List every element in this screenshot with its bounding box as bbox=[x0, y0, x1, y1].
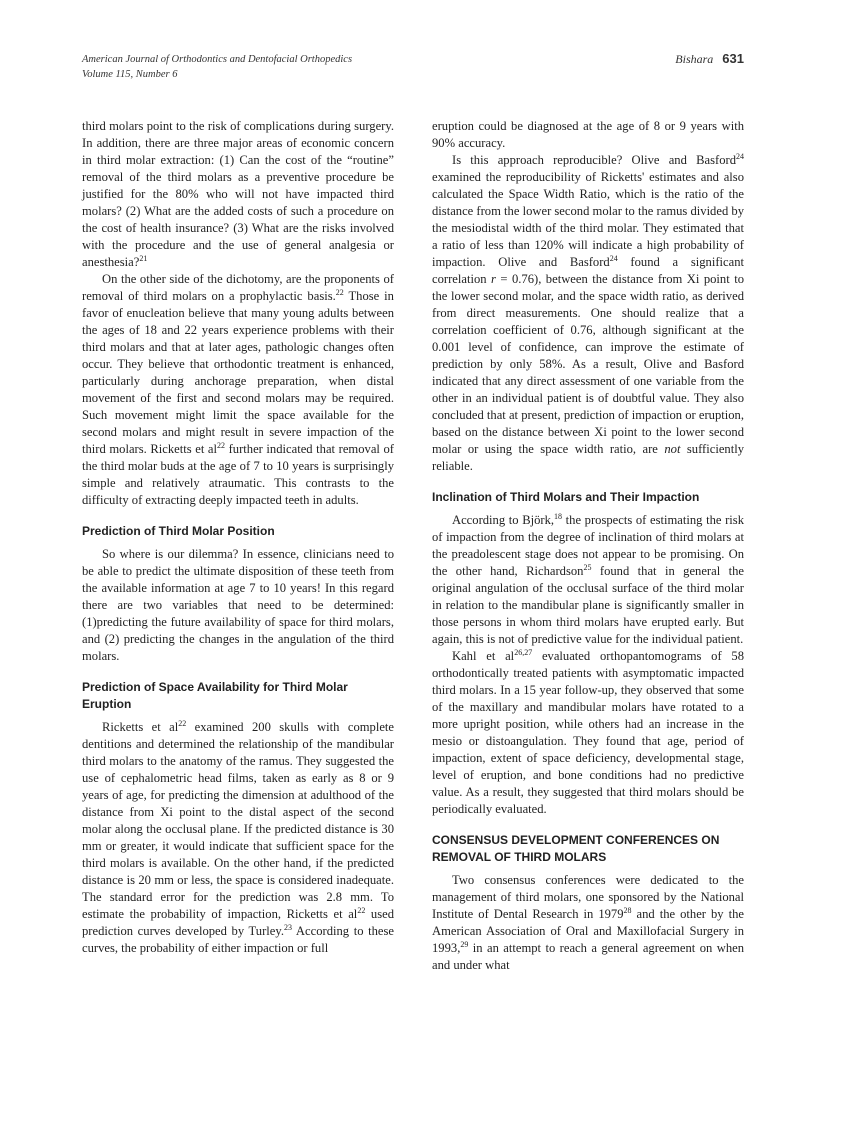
section-heading: CONSENSUS DEVELOPMENT CONFERENCES ON REMOVAL OF THIRD MOLARS bbox=[432, 833, 720, 864]
paragraph: Kahl et al$^{26,27}$ evaluated orthopantomograms of 58 orthodontically treated patients with asymptomatic impacted third molars. In a 15 year follow-up, they observed that some of the maxillary and mandibular molars have rotated to a more upright position, while others had an increase in the mesio or distoangulation. They found that age, period of impaction, extent of space deficiency, developmental stage, level of eruption, and bone conditions had no predictive value. As a result, they suggested that third molars should be periodically evaluated. bbox=[432, 647, 744, 816]
paragraph: Two consensus conferences were dedicated to the management of third molars, one sponsored by the National Institute of Dental Research in 1979$^{28}$ and the other by the American Association of Oral and Maxillofacial Surgery in 1993,29 in an attempt to reach a general agreement on when and under what bbox=[432, 873, 744, 972]
paragraph: Ricketts et $al^{22}$ examined 200 skulls with complete dentitions and determined the relationship of the mandibular third molars to the anatomy of the ramus. They suggested the use of cephalometric head films, taken as early as 8 or 9 years of age, for predicting the dimension at adulthood of the distance from Xi point to the distal aspect of the second molar along the occlusal plane. If the predicted distance is 30 mm or greater, it would indicate that sufficient space for the third molars is available. On the other hand, if the predicted distance is 20 mm or less, the space is considered inadequate. The standard error for the prediction was 2.8 mm. To estimate the probability of impaction, Ricketts et $al^{22}$ used prediction curves developed by Turley.$^{23}$ According to these curves, the probability of either impaction or full bbox=[82, 718, 395, 955]
paragraph: According to Björk,$^{18}$ the prospects of estimating the risk of impaction from the degree of inclination of third molars at the preadolescent stage does not appear to be promising. On the other hand, Richardson$^{25}$ found that in general the original angulation of the occlusal surface of the third molar in relation to the mandibular plane is significantly smaller in those persons in whom third molars have erupted early. But again, this is not of predictive value for the individual patient. bbox=[432, 511, 744, 646]
section-heading: Prediction of Third Molar Position bbox=[82, 524, 275, 538]
paragraph: So where is our dilemma? In essence, clinicians need to be able to predict the ultimate disposition of these teeth from the available information at age 7 to 10 years! In this regard there are two variables that need to be determined: (1)predicting the future availability of space for third molars, and (2) predicting the changes in the angulation of the third molars. bbox=[82, 547, 394, 663]
right-column bbox=[432, 118, 744, 974]
left-column bbox=[82, 118, 394, 957]
journal-volume: Volume 115, Number 6 bbox=[82, 69, 178, 80]
journal-title: American Journal of Orthodontics and Dentofacial Orthopedics bbox=[82, 54, 353, 65]
paragraph: third molars point to the risk of complications during surgery. In addition, there are three major areas of economic concern in third molar extraction: (1) Can the cost of the “routine” removal of the third molars as a preventive procedure be justified for the 80% who will not have impacted third molars? (2) What are the added costs of such a procedure on the cost of health insurance? (3) What are the risks involved with the procedure and the use of general analgesia or anesthesia?$^{21}$ bbox=[82, 119, 394, 269]
running-header-author bbox=[675, 51, 744, 67]
author-name: Bishara bbox=[675, 52, 714, 66]
page-number: 631 bbox=[722, 51, 744, 66]
section-heading: Prediction of Space Availability for Third Molar Eruption bbox=[82, 680, 348, 711]
running-header-journal bbox=[82, 52, 352, 82]
section-heading: Inclination of Third Molars and Their Impaction bbox=[432, 490, 700, 504]
paragraph: Is this approach reproducible? Olive and Basford$^{24}$ examined the reproducibility of Ricketts' estimates and also calculated the Space Width Ratio, which is the ratio of the distance from the lower second molar to the ramus divided by the mesiodistal width of the third molar. They estimated that a ratio of less than 120% will indicate a high probability of impaction. Olive and Basford$^{24}$ found a significant correlation r = 0.76), between the distance from Xi point to the lower second molar, and the space width ratio, as derived from direct measurements. One should realize that a correlation coefficient of 0.76, although significant at the 0.001 level of confidence, can improve the estimate of prediction by only 58%. As a result, Olive and Basford indicated that any direct assessment of one variable from the other in an individual patient is of doubtful value. They also concluded that at present, prediction of impaction or eruption, based on the distance between Xi point to the lower second molar or using the space width ratio, are not sufficiently reliable. bbox=[432, 151, 745, 473]
paragraph: eruption could be diagnosed at the age of 8 or 9 years with 90% accuracy. bbox=[432, 119, 744, 150]
paragraph: On the other side of the dichotomy, are the proponents of removal of third molars on a prophylactic basis.$^{22}$ Those in favor of enucleation believe that many young adults between the ages of 18 and 22 years experience problems with their third molars and that at later ages, pathologic changes often occur. They believe that orthodontic treatment is enhanced, particularly during anchorage preparation, when distal movement of the first and second molars may be required. Such movement might limit the space available for the second molars and might result in severe impaction of the third molars. Ricketts et $al^{22}$ further indicated that removal of the third molar buds at the age of 7 to 10 years is surprisingly simple and relatively atraumatic. This contrasts to the difficulty of extracting deeply impacted teeth in adults. bbox=[82, 272, 394, 507]
